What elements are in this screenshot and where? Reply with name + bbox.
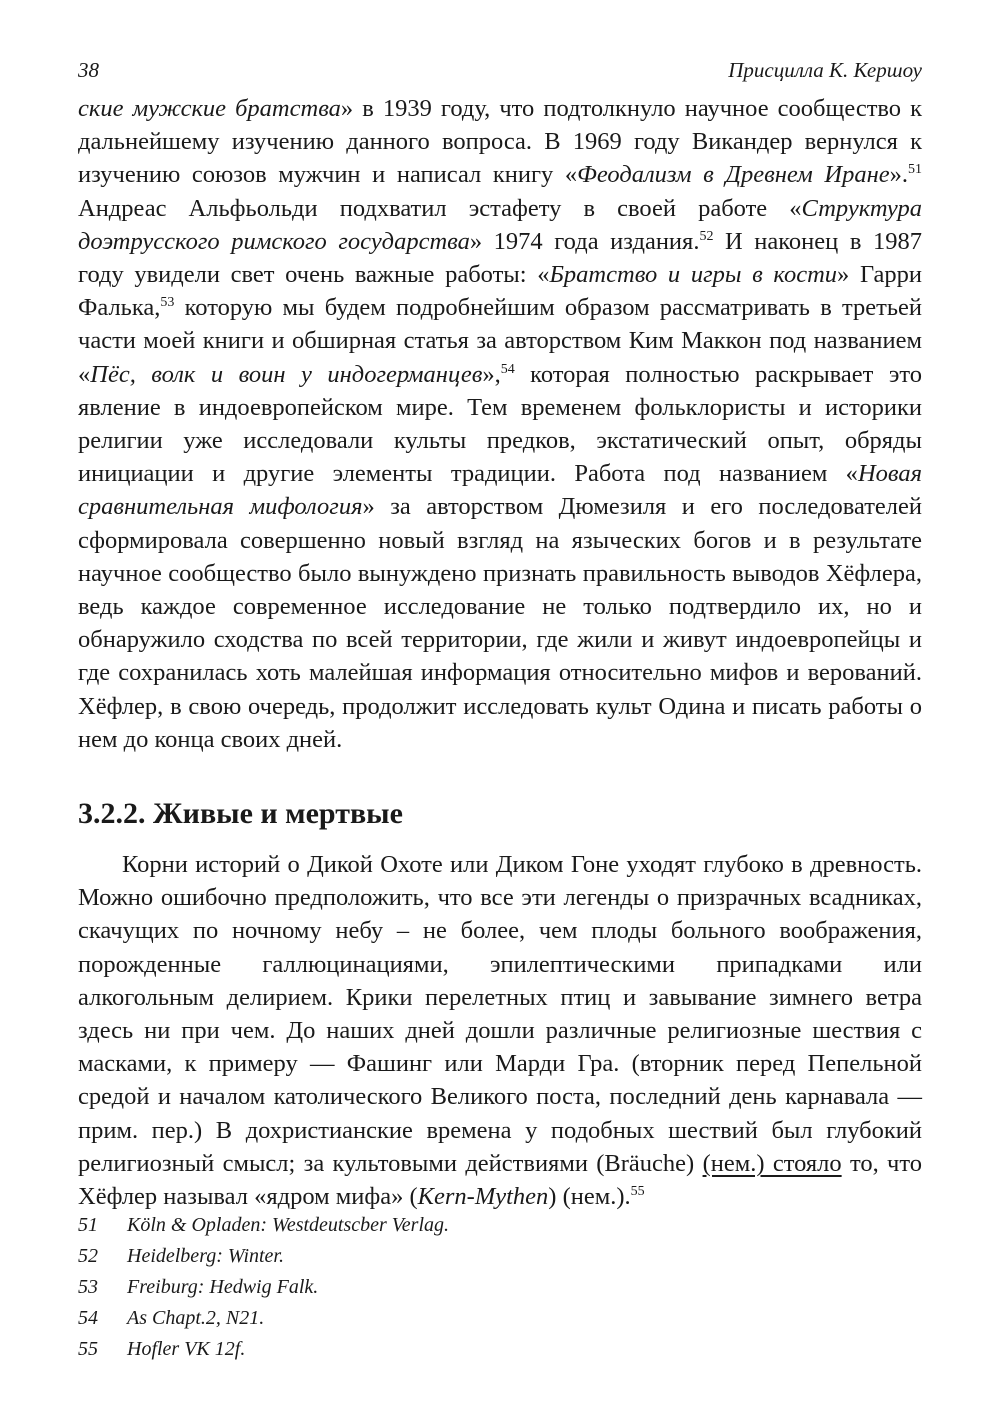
text-run: Корни историй о Дикой Охоте или Диком Гоне уходят глубоко в древность. Можно ошибочно предположить, что все эти легенды о призрачных всадниках, скачущих по ночному небу – не более, чем плоды больного воображения, порожденные галлюцинациями, эпилептическими припадками или алкогольным делирием. Крики перелетных птиц и завывание зимнего ветра здесь ни при чем. До наших дней дошли различные религиозные шествия с масками, к примеру — Фашинг или Марди Гра. (вторник перед Пепельной средой и началом католического Великого поста, последний день карнавала — прим. пер.) В дохристианские времена у подобных шествий был глубокий религиозный смысл; за культовыми действиями (Bräuche)	[78, 851, 922, 1177]
page-header	[78, 58, 922, 88]
text-run: » 1974 года издания.	[469, 227, 700, 255]
text-run: ».	[889, 161, 908, 189]
footnote-number: 55	[78, 1338, 98, 1360]
footnote-ref-54: 54	[500, 361, 515, 377]
footnote-number: 53	[78, 1276, 98, 1298]
text-run: Андреас Альфьольди подхватил эстафету в своей работе «	[78, 194, 802, 222]
text-run: ) (нем.).	[548, 1183, 631, 1211]
footnote-text: Hofler VK 12f.	[127, 1338, 246, 1360]
footnote-ref-52: 52	[699, 228, 714, 244]
underlined-phrase: (нем.) стояло	[702, 1149, 842, 1177]
italic-title: Братство и игры в кости	[549, 261, 838, 289]
italic-title: Пёс, волк и воин у индогерманцев	[90, 360, 483, 388]
footnotes	[78, 1210, 922, 1365]
footnote-ref-55: 55	[630, 1184, 645, 1200]
footnote	[78, 1272, 922, 1303]
footnote	[78, 1303, 922, 1334]
footnote-text: Heidelberg: Winter.	[127, 1245, 285, 1267]
text-run: которую мы будем подробнейшим образом рассматривать в третьей части моей книги и обширная статья за авторством Ким Маккон под названием «	[78, 294, 922, 388]
footnote	[78, 1334, 922, 1365]
italic-phrase: ские мужские братства	[78, 95, 341, 122]
text-run: которая полностью раскрывает это явление в индоевропейском мире. Тем временем фольклористы и историки религии уже исследовали культы предков, экстатический опыт, обряды инициации и другие элементы традиции. Работа под названием «	[78, 360, 922, 488]
running-head: Присцилла К. Кершоу	[728, 58, 922, 82]
paragraph-2	[78, 848, 922, 1213]
section-heading: 3.2.2. Живые и мертвые	[78, 797, 403, 831]
footnote-text: As Chapt.2, N21.	[127, 1307, 265, 1329]
italic-title: Структура доэтрусского римского государства	[78, 194, 922, 255]
text-run: И наконец в 1987 году увидели свет очень важные работы: «	[78, 227, 922, 289]
footnote-text: Freiburg: Hedwig Falk.	[127, 1276, 319, 1298]
footnote	[78, 1241, 922, 1272]
text-run: » за авторством Дюмезиля и его последователей сформировала совершенно новый взгляд на языческих богов и в результате научное сообщество было вынуждено признать правильность выводов Хёфлера, ведь каждое современное исследование не только подтвердило их, но и обнаружило сходства по всей территории, где жили и живут индоевропейцы и где сохранилась хоть малейшая информация относительно мифов и верований. Хёфлер, в свою очередь, продолжит исследовать культ Одина и писать работы о нем до конца своих дней.	[78, 493, 922, 753]
text-run: то, что Хёфлер называл «ядром мифа» (	[78, 1149, 923, 1211]
footnote-number: 52	[78, 1245, 98, 1267]
footnote-number: 51	[78, 1214, 98, 1236]
footnote	[78, 1210, 922, 1241]
footnote-ref-53: 53	[160, 295, 175, 311]
italic-title: Феодализм в Древнем Иране	[577, 161, 890, 189]
italic-term: Kern-Mythen	[417, 1183, 549, 1211]
page-body	[78, 92, 922, 1213]
text-run: » в 1939 году, что подтолкнуло научное сообщество к дальнейшему изучению данного вопроса. В 1969 году Викандер вернулся к изучению союзов мужчин и написал книгу «	[78, 95, 923, 189]
footnote-number: 54	[78, 1307, 98, 1329]
page-number: 38	[78, 58, 99, 82]
italic-title: Новая сравнительная мифология	[78, 460, 922, 521]
footnote-ref-51: 51	[908, 162, 922, 178]
text-run: » Гарри Фалька,	[78, 261, 922, 322]
footnote-text: Köln & Opladen: Westdeutscber Verlag.	[127, 1214, 450, 1236]
text-run: »,	[482, 360, 501, 388]
paragraph-1	[78, 92, 922, 756]
